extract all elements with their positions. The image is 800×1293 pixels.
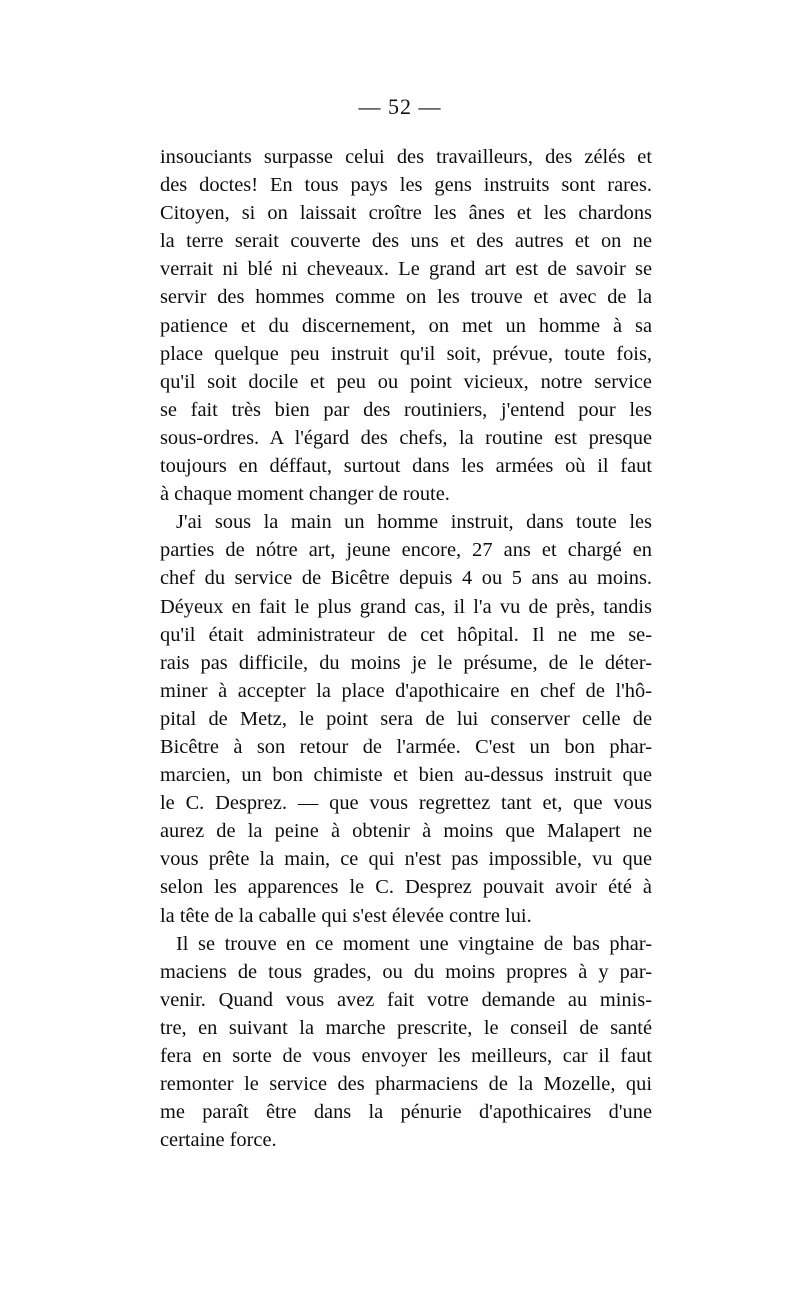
text-line: maciens de tous grades, ou du moins propres à y par- (160, 960, 652, 983)
text-line: miner à accepter la place d'apothicaire en chef de l'hô- (160, 679, 652, 702)
text-line: sous-ordres. A l'égard des chefs, la routine est presque (160, 426, 652, 449)
text-line: Il se trouve en ce moment une vingtaine de bas phar- (176, 932, 652, 955)
text-line: Citoyen, si on laissait croître les ânes et les chardons (160, 202, 652, 225)
text-line: insouciants surpasse celui des travailleurs, des zélés et (160, 146, 652, 168)
text-line: toujours en déffaut, surtout dans les armées où il faut (160, 455, 652, 478)
text-line: tre, en suivant la marche prescrite, le conseil de santé (160, 1016, 652, 1039)
text-line: aurez de la peine à obtenir à moins que Malapert ne (160, 820, 652, 843)
text-line: parties de nótre art, jeune encore, 27 ans et chargé en (160, 539, 652, 562)
text-line: servir des hommes comme on les trouve et avec de la (160, 286, 652, 309)
text-line: verrait ni blé ni cheveaux. Le grand art est de savoir se (160, 258, 652, 281)
text-line: J'ai sous la main un homme instruit, dans toute les (176, 511, 652, 534)
text-line: la tête de la caballe qui s'est élevée contre lui. (160, 904, 532, 927)
paragraph-2 (160, 508, 652, 929)
text-line: selon les apparences le C. Desprez pouvait avoir été à (160, 876, 652, 899)
text-line: la terre serait couverte des uns et des autres et on ne (160, 230, 652, 253)
text-line: venir. Quand vous avez fait votre demande au minis- (160, 988, 652, 1011)
text-line: se fait très bien par des routiniers, j'entend pour les (160, 398, 652, 421)
text-line: place quelque peu instruit qu'il soit, prévue, toute fois, (160, 342, 652, 365)
text-line: me paraît être dans la pénurie d'apothicaires d'une (160, 1101, 652, 1124)
text-line: Déyeux en fait le plus grand cas, il l'a vu de près, tandis (160, 595, 652, 618)
text-line: rais pas difficile, du moins je le présume, de le déter- (160, 651, 652, 674)
text-line: le C. Desprez. — que vous regrettez tant et, que vous (160, 792, 652, 815)
text-line: certaine force. (160, 1129, 277, 1152)
text-line: vous prête la main, ce qui n'est pas impossible, vu que (160, 848, 652, 871)
text-line: des doctes! En tous pays les gens instruits sont rares. (160, 174, 652, 197)
page-number: — 52 — (358, 94, 442, 119)
text-line: qu'il soit docile et peu ou point vicieux, notre service (160, 370, 652, 393)
paragraph-1 (160, 143, 652, 508)
text-line: chef du service de Bicêtre depuis 4 ou 5 ans au moins. (160, 567, 652, 590)
text-line: patience et du discernement, on met un homme à sa (160, 314, 652, 337)
text-line: marcien, un bon chimiste et bien au-dessus instruit que (160, 764, 652, 787)
text-line: pital de Metz, le point sera de lui conserver celle de (160, 707, 652, 730)
text-line: fera en sorte de vous envoyer les meilleurs, car il faut (160, 1045, 652, 1067)
text-line: à chaque moment changer de route. (160, 483, 450, 506)
text-line: remonter le service des pharmaciens de la Mozelle, qui (160, 1073, 652, 1096)
paragraph-3 (160, 930, 652, 1155)
text-line: Bicêtre à son retour de l'armée. C'est un bon phar- (160, 735, 652, 758)
text-line: qu'il était administrateur de cet hôpital. Il ne me se- (160, 623, 652, 646)
body-text (160, 143, 652, 1154)
